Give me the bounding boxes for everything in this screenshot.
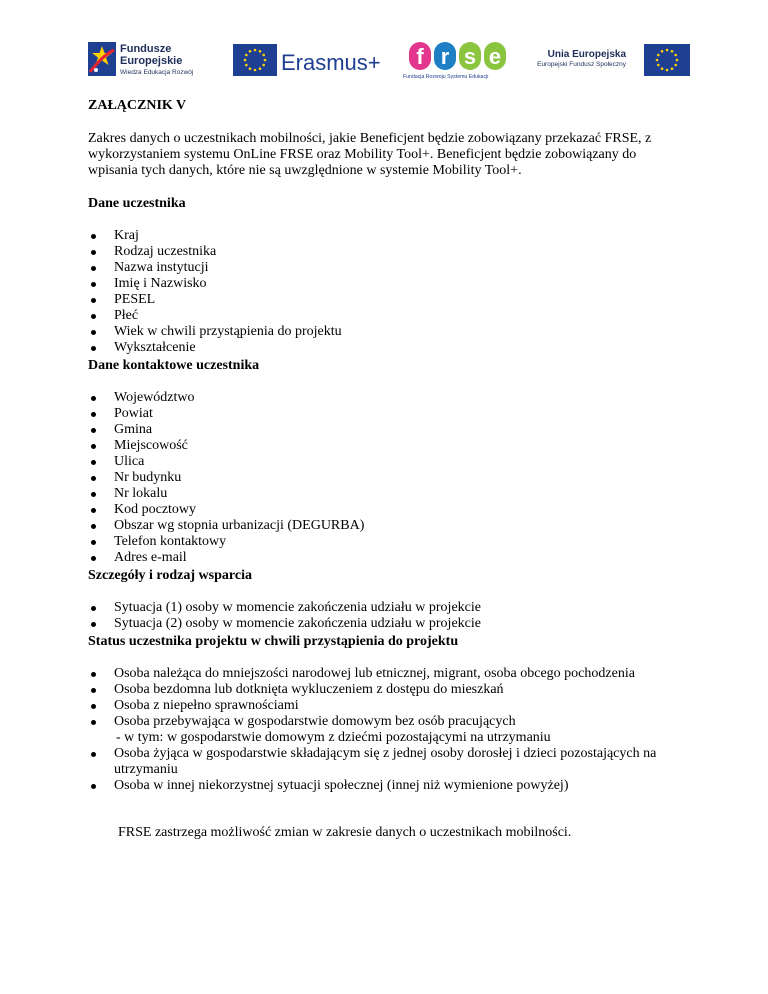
list-item: Nr budynku (88, 470, 688, 486)
list-item: Osoba żyjąca w gospodarstwie składającym się z jednej osoby dorosłej i dzieci pozostających na utrzymaniu (88, 746, 688, 778)
list-item (88, 714, 688, 746)
list-item: Osoba w innej niekorzystnej sytuacji społecznej (innej niż wymienione powyżej) (88, 778, 688, 794)
list-item: Sytuacja (2) osoby w momencie zakończenia udziału w projekcie (88, 616, 688, 632)
list-item: Wiek w chwili przystąpienia do projektu (88, 324, 688, 340)
svg-text:r: r (440, 44, 450, 69)
list-item: Sytuacja (1) osoby w momencie zakończenia udziału w projekcie (88, 600, 688, 616)
list-item: Wykształcenie (88, 340, 688, 356)
section-heading: Szczegóły i rodzaj wsparcia (88, 568, 252, 583)
list-item: Ulica (88, 454, 688, 470)
list-item: Adres e-mail (88, 550, 688, 566)
erasmus-logo (233, 40, 403, 82)
support-details-list (88, 600, 688, 632)
fe-star-icon (88, 42, 116, 76)
section-heading: Status uczestnika projektu w chwili przystąpienia do projektu (88, 634, 459, 649)
list-item: Gmina (88, 422, 688, 438)
list-item: Nazwa instytucji (88, 260, 688, 276)
list-item: Miejscowość (88, 438, 688, 454)
frse-letters-icon (407, 40, 511, 72)
list-item: Kod pocztowy (88, 502, 688, 518)
ue-line2: Europejski Fundusz Społeczny (537, 61, 626, 68)
participant-status-list (88, 666, 688, 794)
fe-line2: Europejskie (120, 55, 183, 67)
frse-caption: Fundacja Rozwoju Systemu Edukacji (403, 74, 489, 80)
contact-data-list (88, 390, 688, 566)
list-item: Osoba z niepełno sprawnościami (88, 698, 688, 714)
list-sub-item: - w tym: w gospodarstwie domowym z dziećmi pozostającymi na utrzymaniu (116, 730, 551, 745)
unia-europejska-logo (528, 40, 690, 82)
list-item: Rodzaj uczestnika (88, 244, 688, 260)
svg-text:f: f (416, 44, 424, 69)
list-item: Płeć (88, 308, 688, 324)
list-item: Województwo (88, 390, 688, 406)
list-item: Telefon kontaktowy (88, 534, 688, 550)
list-item-text: Osoba przebywająca w gospodarstwie domowym bez osób pracujących (114, 714, 516, 729)
list-item: PESEL (88, 292, 688, 308)
svg-text:s: s (463, 44, 477, 69)
fe-line1: Fundusze (120, 43, 172, 55)
list-item: Imię i Nazwisko (88, 276, 688, 292)
section-heading: Dane kontaktowe uczestnika (88, 358, 260, 373)
footer-note: FRSE zastrzega możliwość zmian w zakresie danych o uczestnikach mobilności. (118, 825, 572, 840)
frse-logo (403, 40, 515, 82)
list-item: Nr lokalu (88, 486, 688, 502)
list-item: Obszar wg stopnia urbanizacji (DEGURBA) (88, 518, 688, 534)
section-heading: Dane uczestnika (88, 196, 186, 211)
fundusze-europejskie-logo (88, 40, 218, 82)
document-title: ZAŁĄCZNIK V (88, 98, 187, 113)
svg-text:e: e (488, 44, 502, 69)
document-content (88, 91, 688, 841)
intro-paragraph: Zakres danych o uczestnikach mobilności, jakie Beneficjent będzie zobowiązany przekazać FRSE, z wykorzystaniem systemu OnLine FRSE oraz Mobility Tool+. Beneficjent będzie zobowiązany do wpisania tych danych, które nie są uwzględnione w systemie Mobility Tool+. (88, 131, 652, 178)
fe-line3: Wiedza Edukacja Rozwój (120, 69, 194, 76)
ue-line1: Unia Europejska (547, 49, 626, 60)
list-item: Kraj (88, 228, 688, 244)
logo-bar (88, 40, 690, 82)
list-item: Powiat (88, 406, 688, 422)
participant-data-list (88, 228, 688, 356)
erasmus-text: Erasmus+ (281, 50, 381, 75)
eu-flag-icon (233, 44, 277, 76)
eu-flag-icon (644, 44, 690, 76)
list-item: Osoba bezdomna lub dotknięta wykluczeniem z dostępu do mieszkań (88, 682, 688, 698)
list-item: Osoba należąca do mniejszości narodowej lub etnicznej, migrant, osoba obcego pochodzenia (88, 666, 688, 682)
